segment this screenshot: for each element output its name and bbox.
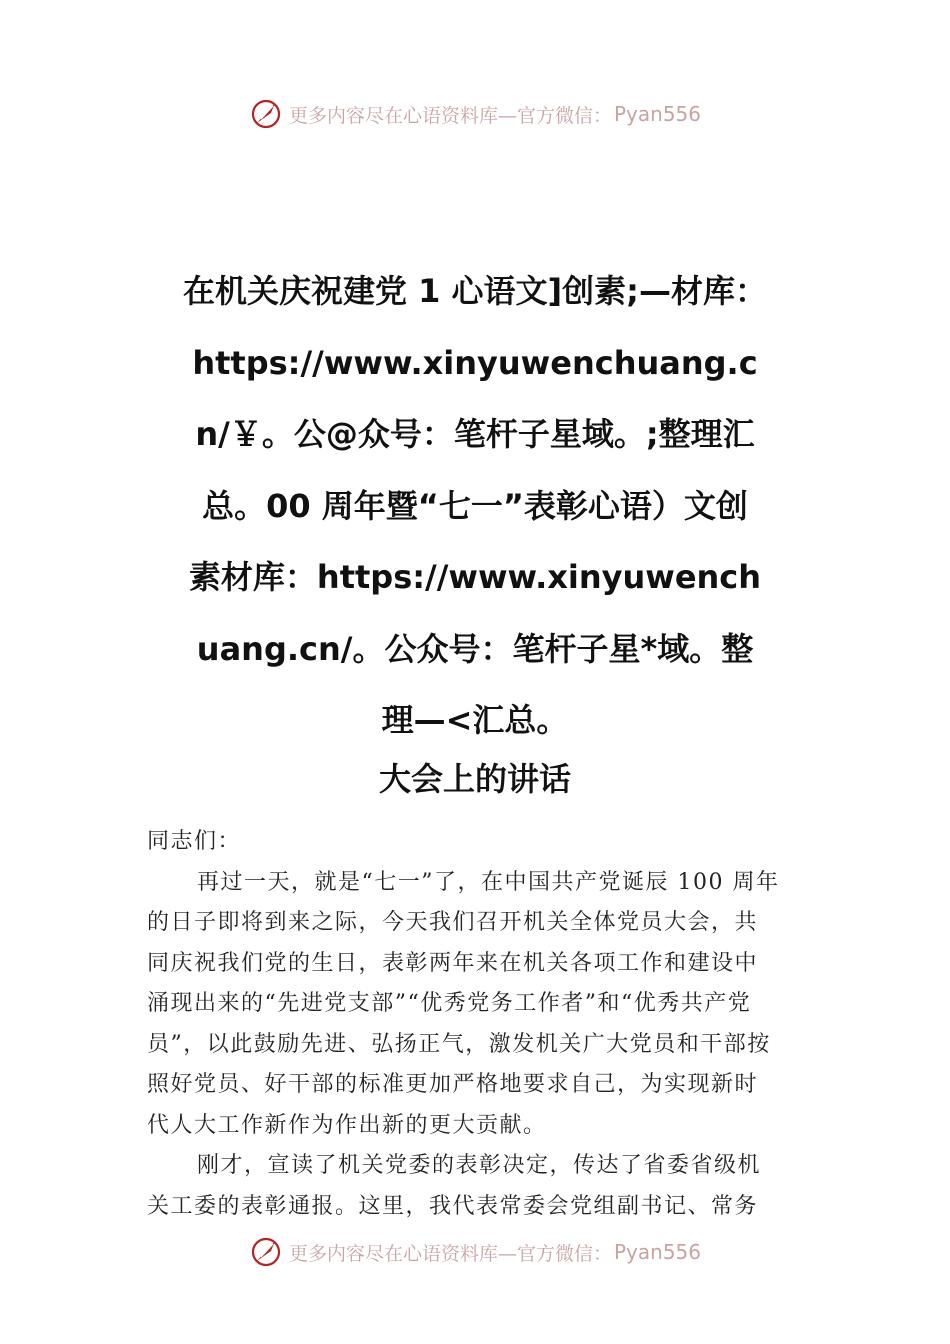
salutation: 同志们： [147, 829, 242, 854]
quill-logo-icon [249, 97, 283, 131]
body-line: 关工委的表彰通报。这里，我代表常委会党组副书记、常务 [147, 1193, 759, 1219]
banner-wechat-id: Pyan556 [614, 102, 702, 126]
body-line: 代人大工作新作为作出新的更大贡献。 [147, 1112, 547, 1138]
footer-banner [0, 1232, 950, 1272]
body-line: 员”，以此鼓励先进、弘扬正气，激发机关广大党员和干部按 [147, 1031, 771, 1057]
title-line: 在机关庆祝建党 1 心语文]创素;—材库： [183, 272, 767, 310]
speech-body [147, 822, 807, 1227]
body-line: 再过一天，就是“七一”了，在中国共产党诞辰 100 周年 [197, 869, 780, 895]
title-line: 总。00 周年暨“七一”表彰心语）文创 [202, 486, 748, 525]
body-line: 的日子即将到来之际，今天我们召开机关全体党员大会，共 [147, 910, 759, 935]
title-line: uang.cn/。公众号：笔杆子星*域。整 [196, 629, 754, 668]
title-line: 素材库：https://www.xinyuwench [188, 558, 762, 596]
body-line: 刚才，宣读了机关党委的表彰决定，传达了省委省级机 [197, 1153, 762, 1178]
body-line: 同庆祝我们党的生日，表彰两年来在机关各项工作和建设中 [147, 950, 759, 976]
header-banner [0, 94, 950, 134]
title-line: 理—<汇总。 [381, 701, 569, 739]
banner-wechat-id: Pyan556 [614, 1240, 702, 1264]
banner-text: 更多内容尽在心语资料库—官方微信： [288, 104, 612, 127]
body-line: 涌现出来的“先进党支部”“优秀党务工作者”和“优秀共产党 [147, 991, 752, 1016]
banner-text: 更多内容尽在心语资料库—官方微信： [288, 1242, 612, 1265]
title-line: https://www.xinyuwenchuang.c [192, 343, 758, 382]
title-line: n/￥。公@众号：笔杆子星域。;整理汇 [195, 415, 755, 453]
title-line: 大会上的讲话 [378, 759, 571, 798]
document-title [150, 256, 800, 805]
body-line: 照好党员、好干部的标准更加严格地要求自己，为实现新时 [147, 1072, 759, 1097]
quill-logo-icon [249, 1235, 283, 1269]
